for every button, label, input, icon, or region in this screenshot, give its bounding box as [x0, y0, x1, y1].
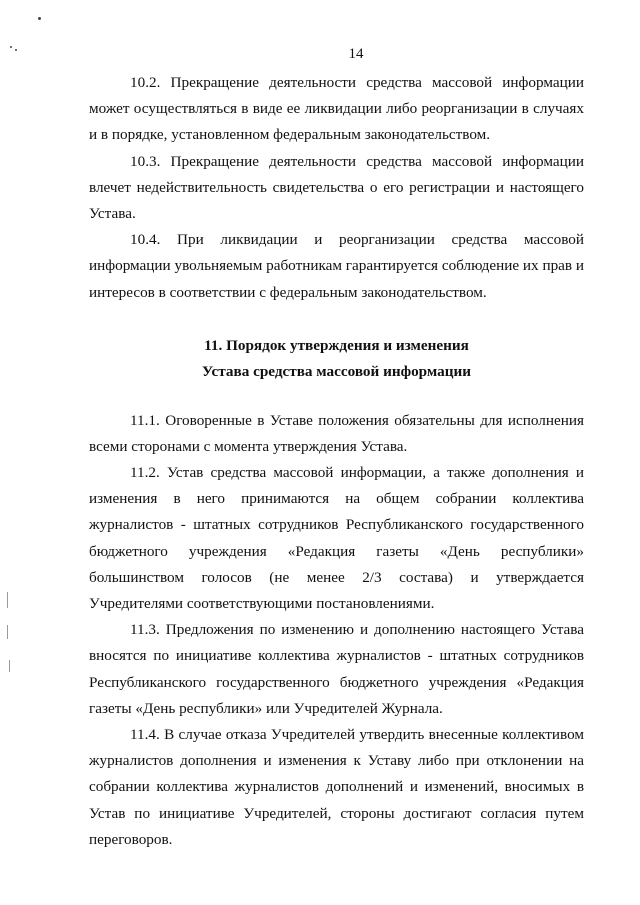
paragraph-11-3: 11.3. Предложения по изменению и дополнению настоящего Устава вносятся по инициативе коллектива журналистов - штатных сотрудников Республиканского государственного бюджетного учреждения «Редакция газеты «День республики» или Учредителей Журнала.: [89, 621, 584, 717]
scan-speck: [38, 17, 41, 20]
paragraph-11-2: 11.2. Устав средства массовой информации, а также дополнения и изменения в него принимаются на общем собрании коллектива журналистов - штатных сотрудников Республиканского государственного бюджетного учреждения «Редакция газеты «День республики» большинством голосов (не менее 2/3 состава) и утверждается Учредителями соответствующими постановлениями.: [89, 464, 584, 613]
paragraph-11-1: 11.1. Оговоренные в Уставе положения обязательны для исполнения всеми сторонами с момента утверждения Устава.: [89, 411, 584, 455]
scan-speck: [15, 49, 17, 51]
section-11-heading-line-1: 11. Порядок утверждения и изменения: [204, 336, 469, 354]
scan-edge-mark: [7, 592, 8, 608]
paragraph-11-4: 11.4. В случае отказа Учредителей утвердить внесенные коллективом журналистов дополнения и изменения к Уставу либо при отклонении на собрании коллектива журналистов дополнений и изменений, вносимых в Устав по инициативе Учредителей, стороны достигают согласия путем переговоров.: [89, 726, 584, 848]
page-number: 14: [348, 46, 364, 62]
scan-edge-mark: [7, 625, 8, 639]
paragraph-10-4: 10.4. При ликвидации и реорганизации средства массовой информации увольняемым работникам гарантируется соблюдение их прав и интересов в соответствии с федеральным законодательством.: [89, 231, 585, 301]
scan-edge-mark: [9, 660, 10, 672]
section-11-heading-line-2: Устава средства массовой информации: [202, 363, 471, 381]
paragraph-10-2: 10.2. Прекращение деятельности средства массовой информации может осуществляться в виде ее ликвидации либо реорганизации в случаях и в порядке, установленном федеральным законодательством.: [89, 74, 584, 144]
document-body: [89, 70, 584, 853]
scan-speck: [10, 46, 12, 48]
paragraph-10-3: 10.3. Прекращение деятельности средства массовой информации влечет недействительность свидетельства о его регистрации и настоящего Устава.: [89, 152, 584, 223]
